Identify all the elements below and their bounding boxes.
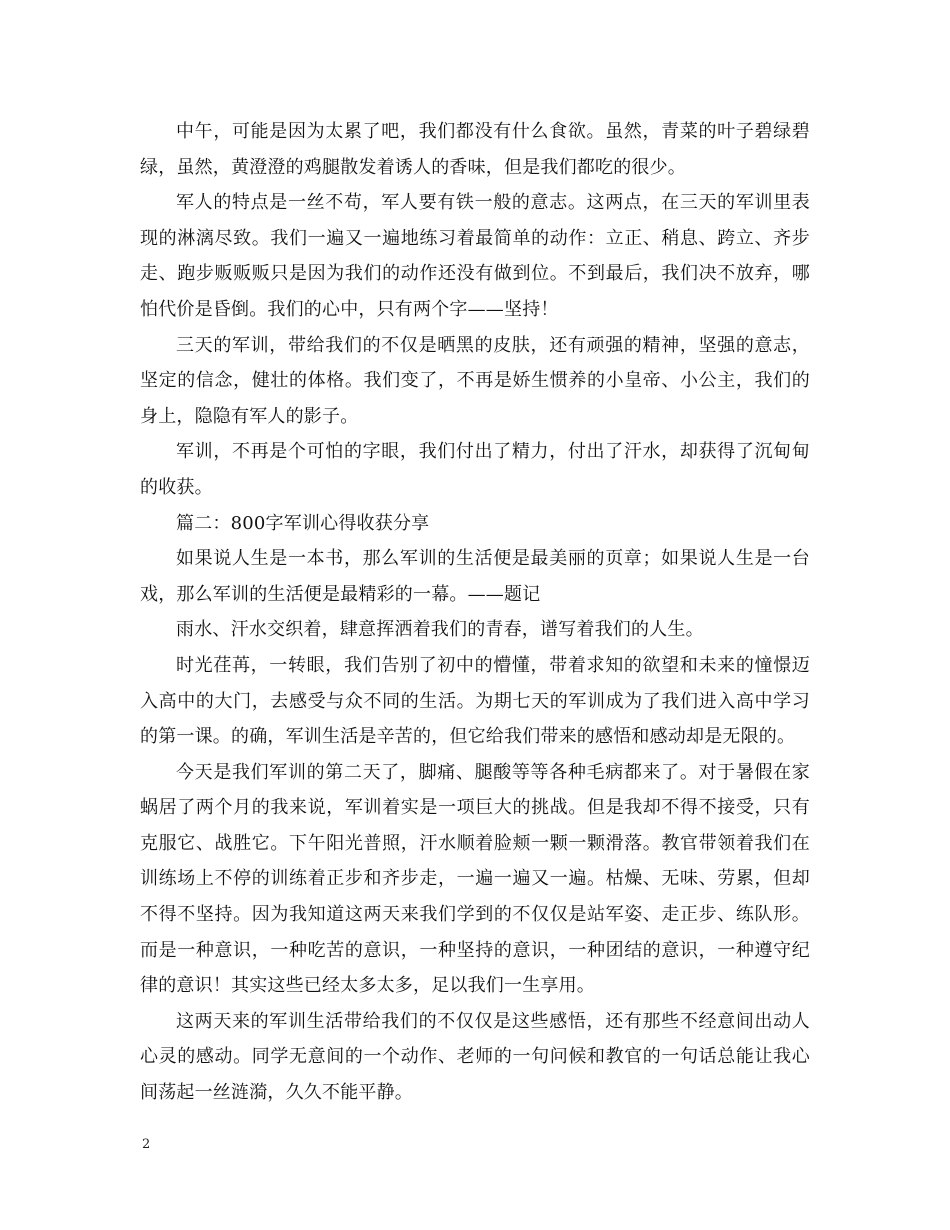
paragraph: 这两天来的军训生活带给我们的不仅仅是这些感悟，还有那些不经意间出动人心灵的感动。同学无意间的一个动作、老师的一句问候和教官的一句话总能让我心间荡起一丝涟漪，久久不能平静。 (140, 1010, 810, 1104)
paragraph: 今天是我们军训的第二天了，脚痛、腿酸等等各种毛病都来了。对于暑假在家蜗居了两个月的我来说，军训着实是一项巨大的挑战。但是我却不得不接受，只有克服它、战胜它。下午阳光普照，汗水顺着脸颊一颗一颗滑落。教官带领着我们在训练场上不停的训练着正步和齐步走，一遍一遍又一遍。枯燥、无味、劳累，但却不得不坚持。因为我知道这两天来我们学到的不仅仅是站军姿、走正步、练队形。而是一种意识，一种吃苦的意识，一种坚持的意识，一种团结的意识，一种遵守纪律的意识！其实这些已经太多太多，足以我们一生享用。 (140, 761, 810, 997)
paragraph: 三天的军训，带给我们的不仅是晒黑的皮肤，还有顽强的精神，坚强的意志，坚定的信念，健壮的体格。我们变了，不再是娇生惯养的小皇帝、小公主，我们的身上，隐隐有军人的影子。 (140, 334, 810, 427)
paragraph: 时光荏苒，一转眼，我们告别了初中的懵懂，带着求知的欲望和未来的憧憬迈入高中的大门，去感受与众不同的生活。为期七天的军训成为了我们进入高中学习的第一课。的确，军训生活是辛苦的，但它给我们带来的感悟和感动却是无限的。 (140, 654, 810, 748)
document-body (140, 114, 810, 1111)
paragraph: 军训，不再是个可怕的字眼，我们付出了精力，付出了汗水，却获得了沉甸甸的收获。 (140, 441, 810, 498)
paragraph: 如果说人生是一本书，那么军训的生活便是最美丽的页章；如果说人生是一台戏，那么军训的生活便是最精彩的一幕。——题记 (140, 548, 810, 605)
paragraph: 中午，可能是因为太累了吧，我们都没有什么食欲。虽然，青菜的叶子碧绿碧绿，虽然，黄澄澄的鸡腿散发着诱人的香味，但是我们都吃的很少。 (140, 121, 810, 178)
section-heading: 篇二：800字军训心得收获分享 (176, 512, 430, 534)
paragraph: 雨水、汗水交织着，肆意挥洒着我们的青春，谱写着我们的人生。 (176, 619, 704, 641)
page-number: 2 (142, 1137, 151, 1152)
paragraph: 军人的特点是一丝不苟，军人要有铁一般的意志。这两点，在三天的军训里表现的淋漓尽致。我们一遍又一遍地练习着最简单的动作：立正、稍息、跨立、齐步走、跑步贩贩贩只是因为我们的动作还没有做到位。不到最后，我们决不放弃，哪怕代价是昏倒。我们的心中，只有两个字——坚持！ (140, 192, 810, 320)
